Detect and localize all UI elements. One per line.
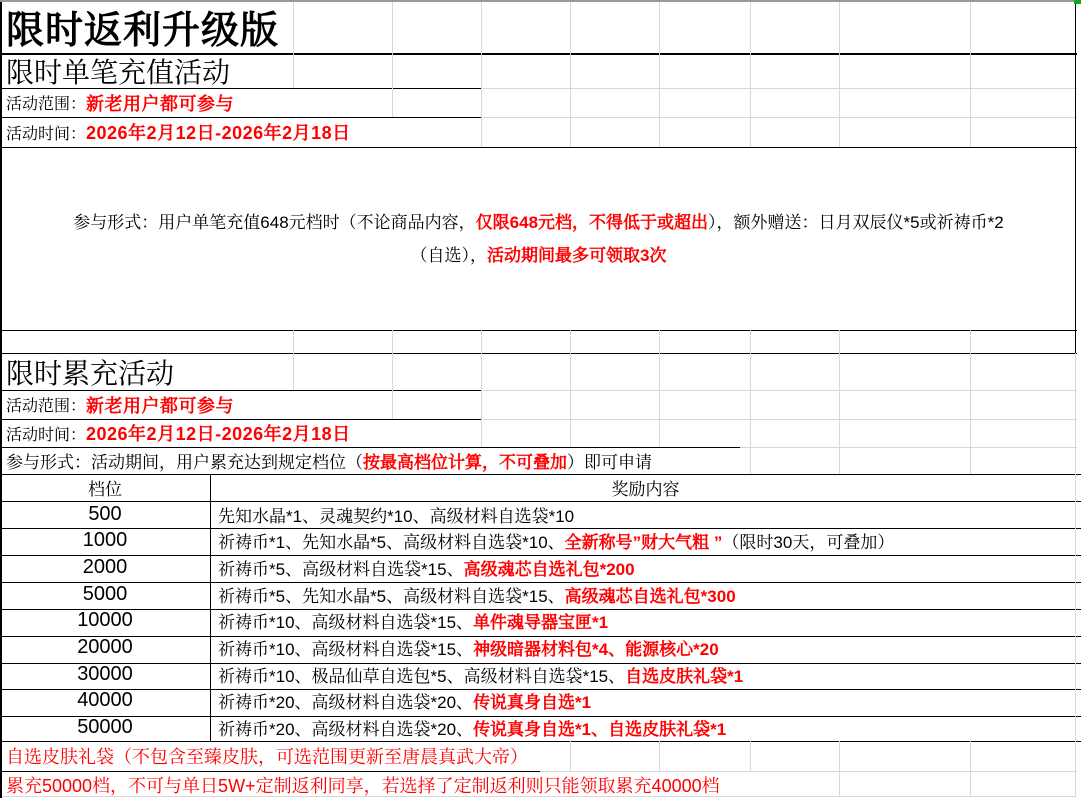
gridline bbox=[293, 330, 294, 353]
section2-heading-cell[interactable] bbox=[0, 353, 1081, 390]
text-segment: 全新称号”财大气粗 ” bbox=[564, 533, 723, 553]
tier-row bbox=[0, 501, 1081, 528]
text-segment: 神级暗器材料包*4、能源核心*20 bbox=[473, 640, 719, 660]
time-value: 2026年2月12日-2026年2月18日 bbox=[86, 123, 351, 143]
footnote-cell[interactable] bbox=[0, 741, 1081, 771]
tier-row bbox=[0, 527, 1081, 554]
text-segment: 传说真身自选*1 bbox=[473, 693, 592, 713]
tier-row bbox=[0, 554, 1081, 581]
text-segment: 祈祷币*5、高级材料自选袋*15、 bbox=[218, 559, 464, 579]
tier-row bbox=[0, 688, 1081, 715]
gridline bbox=[0, 330, 1077, 331]
tier-cell[interactable]: 1000 bbox=[82, 529, 128, 552]
tier-cell[interactable]: 10000 bbox=[77, 609, 133, 632]
section1-participation-text bbox=[0, 206, 1077, 272]
page-title: 限时返利升级版 bbox=[6, 10, 280, 52]
text-segment: 祈祷币*10、极品仙草自选包*5、高级材料自选袋*15、 bbox=[218, 666, 626, 686]
section2-time-cell[interactable] bbox=[0, 419, 1081, 447]
footnote-cell[interactable] bbox=[0, 771, 1081, 798]
text-segment: 参与形式：活动期间，用户累充达到规定档位（ bbox=[6, 453, 363, 472]
footnote-text: 自选皮肤礼袋（不包含至臻皮肤，可选范围更新至唐晨真武大帝） bbox=[6, 747, 528, 767]
section1-heading-cell[interactable] bbox=[0, 53, 1081, 88]
text-segment: 仅限648元档，不得低于或超出 bbox=[475, 212, 709, 232]
time-label: 活动时间： bbox=[6, 426, 87, 444]
text-segment: ），额外赠送：日月双辰仪*5或祈祷币*2（自选）， bbox=[410, 212, 1004, 265]
reward-cell[interactable] bbox=[210, 581, 1081, 608]
text-segment: 按最高档位计算，不可叠加 bbox=[363, 453, 567, 472]
tier-cell[interactable]: 20000 bbox=[77, 636, 133, 659]
text-segment: （限时30天，可叠加） bbox=[722, 533, 895, 553]
reward-cell[interactable] bbox=[210, 661, 1081, 688]
section1-participation-cell[interactable] bbox=[0, 147, 1077, 330]
scope-label: 活动范围： bbox=[6, 398, 87, 415]
tier-reward-table bbox=[0, 474, 1081, 741]
section2-participation-text bbox=[6, 448, 652, 473]
tier-cell[interactable]: 40000 bbox=[77, 689, 133, 712]
gridline bbox=[750, 330, 751, 353]
section2-heading: 限时累充活动 bbox=[6, 357, 175, 389]
footnote-text: 累充50000档，不可与单日5W+定制返利同享，若选择了定制返利则只能领取累充40000档 bbox=[6, 775, 720, 796]
text-segment: 祈祷币*10、高级材料自选袋*15、 bbox=[218, 640, 474, 660]
reward-cell[interactable] bbox=[210, 554, 1081, 581]
reward-header-cell[interactable]: 奖励内容 bbox=[611, 479, 680, 499]
scope-value: 新老用户都可参与 bbox=[86, 395, 235, 416]
scope-label: 活动范围： bbox=[6, 96, 87, 113]
section2-scope-cell[interactable] bbox=[0, 390, 1081, 419]
table-header-row bbox=[0, 474, 1081, 501]
gridline bbox=[839, 330, 840, 353]
tier-row bbox=[0, 581, 1081, 608]
section2-participation-cell[interactable] bbox=[0, 447, 1081, 474]
text-segment: 传说真身自选*1、自选皮肤礼袋*1 bbox=[473, 720, 727, 740]
text-segment: 祈祷币*10、高级材料自选袋*15、 bbox=[218, 613, 474, 633]
gridline bbox=[570, 330, 571, 353]
section1-time-cell[interactable] bbox=[0, 117, 1081, 147]
reward-cell[interactable] bbox=[210, 634, 1081, 661]
sheet-top-edge bbox=[0, 0, 1081, 2]
time-label: 活动时间： bbox=[6, 125, 87, 143]
tier-cell[interactable]: 5000 bbox=[82, 582, 128, 605]
text-segment: 祈祷币*20、高级材料自选袋*20、 bbox=[218, 693, 474, 713]
reward-cell[interactable] bbox=[210, 608, 1081, 635]
text-segment: 参与形式：用户单笔充值648元档时（不论商品内容， bbox=[73, 212, 476, 232]
text-segment: 祈祷币*20、高级材料自选袋*20、 bbox=[218, 720, 474, 740]
section1-scope-cell[interactable] bbox=[0, 88, 1081, 117]
tier-header-cell[interactable]: 档位 bbox=[88, 479, 122, 499]
gridline bbox=[659, 330, 660, 353]
gridline bbox=[970, 330, 971, 353]
text-segment: ）即可申请 bbox=[567, 453, 652, 472]
reward-cell[interactable] bbox=[210, 501, 1081, 528]
title-cell[interactable] bbox=[0, 0, 1081, 53]
text-segment: 自选皮肤礼袋*1 bbox=[625, 666, 744, 686]
text-segment: 祈祷币*5、先知水晶*5、高级材料自选袋*15、 bbox=[218, 586, 565, 606]
text-segment: 单件魂导器宝匣*1 bbox=[473, 613, 609, 633]
tier-row bbox=[0, 661, 1081, 688]
reward-cell[interactable] bbox=[210, 714, 1081, 741]
tier-row bbox=[0, 634, 1081, 661]
time-value: 2026年2月12日-2026年2月18日 bbox=[86, 424, 351, 444]
tier-cell[interactable]: 500 bbox=[88, 502, 122, 525]
text-segment: 高级魂芯自选礼包*200 bbox=[463, 559, 635, 579]
gridline bbox=[481, 330, 482, 353]
tier-cell[interactable]: 2000 bbox=[82, 555, 128, 578]
corner-marker bbox=[1074, 0, 1081, 4]
scope-value: 新老用户都可参与 bbox=[86, 93, 235, 114]
text-segment: 祈祷币*1、先知水晶*5、高级材料自选袋*10、 bbox=[218, 533, 565, 553]
text-segment: 高级魂芯自选礼包*300 bbox=[564, 586, 736, 606]
tier-cell[interactable]: 30000 bbox=[77, 662, 133, 685]
section1-heading: 限时单笔充值活动 bbox=[6, 56, 231, 88]
tier-row bbox=[0, 714, 1081, 741]
tier-cell[interactable]: 50000 bbox=[77, 716, 133, 739]
gridline bbox=[392, 330, 393, 353]
text-segment: 活动期间最多可领取3次 bbox=[487, 245, 667, 265]
tier-row bbox=[0, 608, 1081, 635]
text-segment: 先知水晶*1、灵魂契约*10、高级材料自选袋*10 bbox=[218, 506, 575, 526]
reward-cell[interactable] bbox=[210, 688, 1081, 715]
reward-cell[interactable] bbox=[210, 527, 1081, 554]
